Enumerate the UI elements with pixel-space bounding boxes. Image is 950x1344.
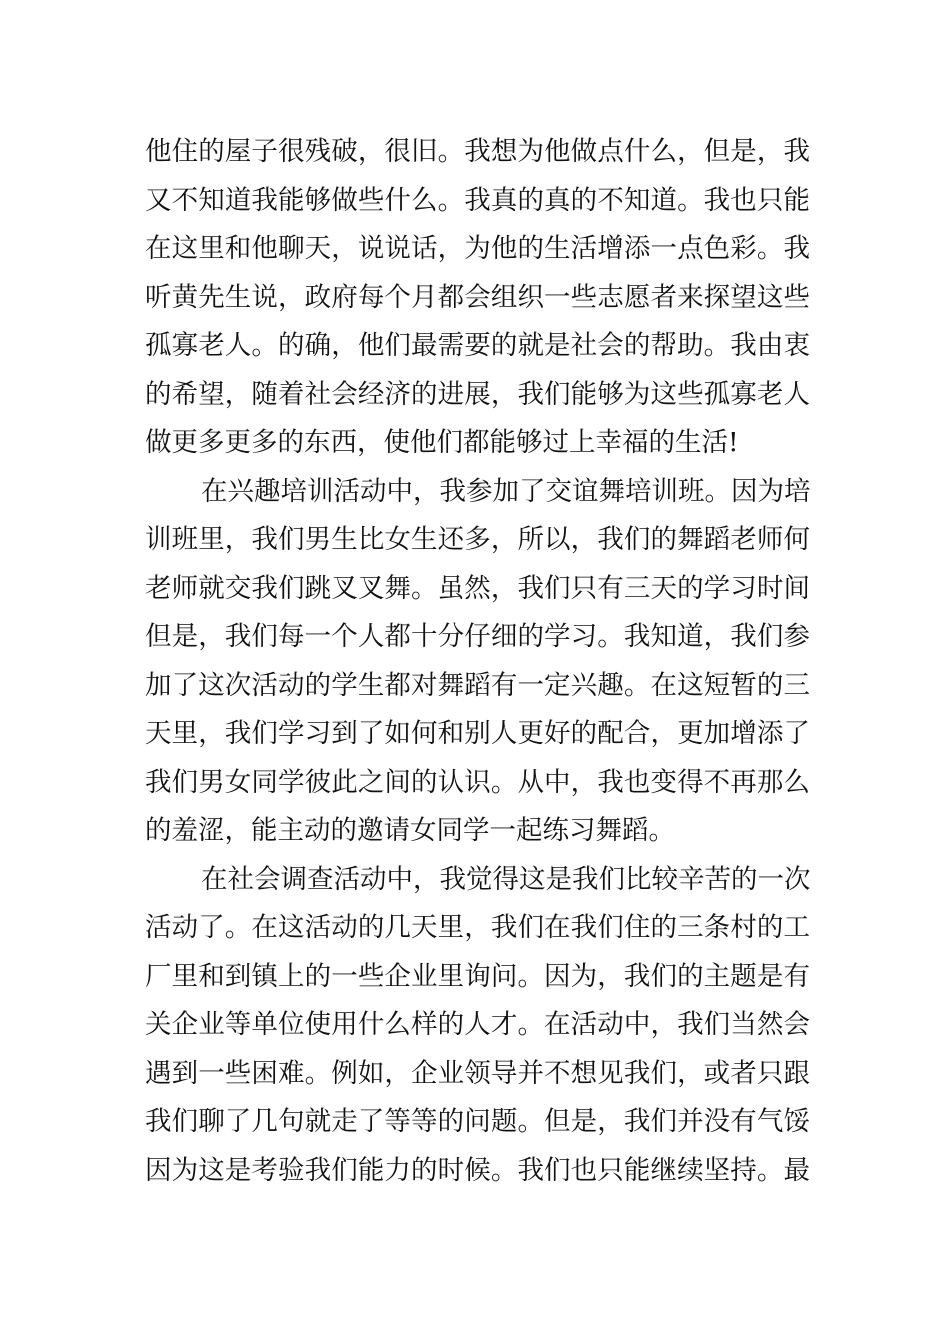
body-text [145, 128, 810, 1195]
text-line: 关企业等单位使用什么样的人才。在活动中，我们当然会 [145, 1009, 810, 1040]
text-line: 做更多更多的东西，使他们都能够过上幸福的生活! [145, 427, 739, 458]
text-line: 的希望，随着社会经济的进展，我们能够为这些孤寡老人 [145, 378, 810, 410]
text-line: 活动了。在这活动的几天里，我们在我们住的三条村的工 [145, 912, 810, 943]
text-line: 听黄先生说，政府每个月都会组织一些志愿者来探望这些 [145, 281, 810, 313]
text-line: 孤寡老人。的确，他们最需要的就是社会的帮助。我由衷 [145, 330, 810, 361]
paragraph-first-line: 在社会调查活动中，我觉得这是我们比较辛苦的一次 [201, 863, 811, 895]
text-line: 厂里和到镇上的一些企业里询问。因为，我们的主题是有 [145, 960, 810, 992]
text-line: 又不知道我能够做些什么。我真的真的不知道。我也只能 [145, 184, 810, 216]
text-line: 因为这是考验我们能力的时候。我们也只能继续坚持。最 [145, 1154, 810, 1186]
text-line: 他住的屋子很残破，很旧。我想为他做点什么，但是，我 [145, 136, 810, 167]
text-line: 遇到一些困难。例如，企业领导并不想见我们，或者只跟 [145, 1057, 810, 1089]
text-line: 但是，我们每一个人都十分仔细的学习。我知道，我们参 [145, 621, 810, 652]
text-line: 加了这次活动的学生都对舞蹈有一定兴趣。在这短暂的三 [145, 669, 810, 701]
paragraph-first-line: 在兴趣培训活动中，我参加了交谊舞培训班。因为培 [201, 475, 811, 507]
text-line: 老师就交我们跳叉叉舞。虽然，我们只有三天的学习时间 [145, 572, 810, 604]
text-line: 训班里，我们男生比女生还多，所以，我们的舞蹈老师何 [145, 524, 810, 555]
text-line: 的羞涩，能主动的邀请女同学一起练习舞蹈。 [145, 815, 675, 846]
text-line: 天里，我们学习到了如何和别人更好的配合，更加增添了 [145, 718, 810, 749]
text-line: 在这里和他聊天，说说话，为他的生活增添一点色彩。我 [145, 233, 810, 264]
text-line: 我们男女同学彼此之间的认识。从中，我也变得不再那么 [145, 766, 810, 798]
text-line: 我们聊了几句就走了等等的问题。但是，我们并没有气馁 [145, 1106, 810, 1137]
